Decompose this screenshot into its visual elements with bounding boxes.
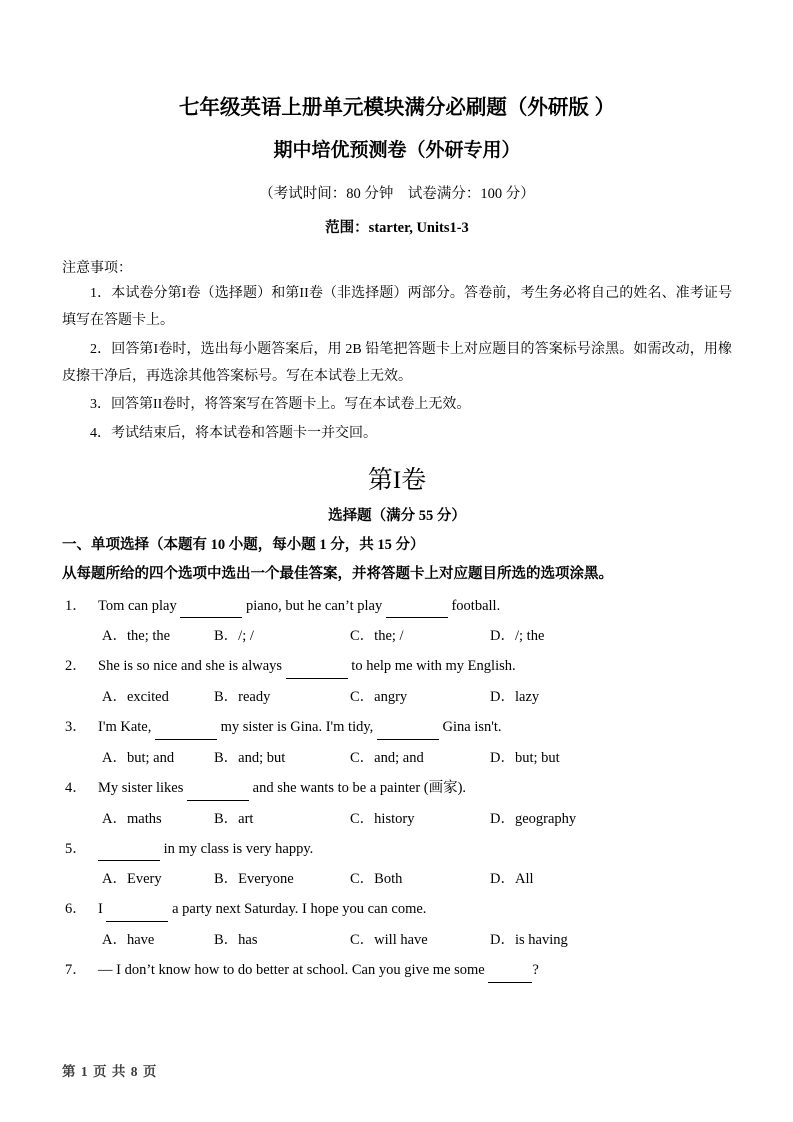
question-number: 2． [65, 658, 87, 675]
option-choice[interactable] [350, 626, 404, 648]
option-text: art [238, 810, 254, 827]
option-choice[interactable] [350, 809, 414, 831]
notice-item: 3．回答第II卷时，将答案写在答题卡上。写在本试卷上无效。 [90, 397, 471, 413]
notice-item: 4．考试结束后，将本试卷和答题卡一并交回。 [90, 426, 377, 442]
option-text: excited [126, 689, 169, 706]
question-text: — I don’t know how to do better at school. Can you give me some [98, 962, 489, 979]
option-choice[interactable] [214, 869, 294, 891]
option-choice[interactable] [214, 626, 254, 648]
notice-title: 注意事项： [62, 260, 132, 276]
question-number: 4． [65, 779, 87, 796]
section-instruction: 从每题所给的四个选项中选出一个最佳答案，并将答题卡上对应题目所选的选项涂黑。 [62, 565, 613, 582]
question-stem [65, 596, 732, 619]
question-number: 3． [65, 719, 87, 736]
answer-blank[interactable] [106, 899, 168, 922]
question-block [62, 656, 732, 707]
option-letter: A． [102, 871, 127, 888]
option-letter: A． [102, 810, 127, 827]
option-text: All [514, 871, 534, 888]
option-choice[interactable] [102, 748, 174, 770]
question-number: 1． [65, 597, 87, 614]
question-text: I [98, 901, 107, 918]
notice-item: 2．回答第I卷时，选出每小题答案后，用 2B 铅笔把答题卡上对应题目的答案标号涂黑。如需改动，用橡皮擦干净后，再选涂其他答案标号。写在本试卷上无效。 [62, 341, 732, 384]
option-choice[interactable] [350, 687, 407, 709]
answer-blank[interactable] [488, 960, 532, 983]
question-block [62, 596, 732, 647]
option-choice[interactable] [490, 930, 568, 952]
notice-item: 1．本试卷分第I卷（选择题）和第II卷（非选择题）两部分。答卷前，考生务必将自己的姓名、准考证号填写在答题卡上。 [62, 285, 732, 328]
option-letter: A． [102, 932, 127, 949]
question-text: and she wants to be a painter (画家). [249, 779, 467, 796]
option-choice[interactable] [350, 930, 428, 952]
option-choice[interactable] [490, 687, 539, 709]
question-text: Gina isn't. [438, 719, 502, 736]
option-text: /; / [238, 628, 254, 645]
question-text: piano, but he can’t play [242, 597, 386, 614]
option-text: have [126, 932, 155, 949]
answer-blank[interactable] [180, 596, 242, 619]
option-text: the; the [126, 628, 171, 645]
question-text: my sister is Gina. I'm tidy, [216, 719, 377, 736]
option-letter: B． [214, 871, 239, 888]
option-text: Every [126, 871, 162, 888]
option-choice[interactable] [214, 687, 270, 709]
question-block [62, 839, 732, 890]
answer-blank[interactable] [286, 656, 348, 679]
option-text: the; / [374, 628, 404, 645]
answer-blank[interactable] [386, 596, 448, 619]
option-choice[interactable] [490, 748, 560, 770]
option-choice[interactable] [102, 930, 154, 952]
option-letter: C． [350, 749, 375, 766]
question-options [102, 687, 732, 707]
answer-blank[interactable] [187, 778, 249, 801]
option-letter: D． [490, 810, 515, 827]
option-letter: D． [490, 749, 515, 766]
option-letter: A． [102, 749, 127, 766]
option-letter: D． [490, 628, 515, 645]
option-choice[interactable] [102, 869, 162, 891]
option-choice[interactable] [102, 809, 162, 831]
option-letter: C． [350, 628, 375, 645]
questions-list [62, 596, 732, 983]
option-text: lazy [514, 689, 540, 706]
page-title: 七年级英语上册单元模块满分必刷题（外研版 ） [178, 96, 616, 119]
question-options [102, 869, 732, 889]
option-choice[interactable] [490, 809, 576, 831]
option-choice[interactable] [490, 869, 534, 891]
option-letter: D． [490, 871, 515, 888]
question-stem [65, 899, 732, 922]
exam-meta-line: （考试时间：80 分钟 试卷满分：100 分） [259, 186, 535, 203]
question-text: She is so nice and she is always [98, 658, 286, 675]
option-letter: C． [350, 871, 375, 888]
option-text: but; and [126, 749, 175, 766]
option-letter: A． [102, 628, 127, 645]
option-text: maths [126, 810, 162, 827]
question-stem [65, 656, 732, 679]
question-number: 7． [65, 962, 87, 979]
answer-blank[interactable] [377, 717, 439, 740]
option-choice[interactable] [350, 748, 424, 770]
section-heading: 一、单项选择（本题有 10 小题，每小题 1 分，共 15 分） [62, 537, 425, 554]
option-choice[interactable] [102, 626, 170, 648]
question-block [62, 717, 732, 768]
question-stem [65, 778, 732, 801]
option-text: /; the [514, 628, 545, 645]
question-text: in my class is very happy. [160, 840, 314, 857]
question-number: 6． [65, 901, 87, 918]
question-text: to help me with my English. [347, 658, 516, 675]
option-letter: B． [214, 628, 239, 645]
question-number: 5． [65, 840, 87, 857]
option-letter: D． [490, 689, 515, 706]
option-letter: B． [214, 932, 239, 949]
part-score-heading: 选择题（满分 55 分） [328, 507, 466, 524]
page-footer: 第 1 页 共 8 页 [62, 1064, 158, 1079]
option-choice[interactable] [214, 809, 253, 831]
option-text: and; but [238, 749, 286, 766]
option-text: but; but [514, 749, 560, 766]
option-choice[interactable] [490, 626, 544, 648]
option-letter: A． [102, 689, 127, 706]
question-block [62, 960, 732, 983]
question-options [102, 809, 732, 829]
question-text: football. [447, 597, 501, 614]
question-text: I'm Kate, [98, 719, 155, 736]
option-text: will have [374, 932, 428, 949]
option-choice[interactable] [214, 930, 258, 952]
option-text: ready [238, 689, 271, 706]
document-body [62, 0, 732, 983]
option-text: geography [514, 810, 577, 827]
option-letter: C． [350, 689, 375, 706]
question-stem [65, 717, 732, 740]
question-text: a party next Saturday. I hope you can come. [168, 901, 427, 918]
answer-blank[interactable] [98, 839, 160, 862]
option-letter: C． [350, 810, 375, 827]
option-letter: B． [214, 749, 239, 766]
question-text: Tom can play [98, 597, 181, 614]
option-letter: C． [350, 932, 375, 949]
option-choice[interactable] [102, 687, 169, 709]
option-text: angry [374, 689, 408, 706]
question-block [62, 778, 732, 829]
exam-scope-line: 范围：starter, Units1-3 [325, 219, 469, 236]
volume-heading: 第I卷 [367, 467, 427, 495]
question-options [102, 748, 732, 768]
option-choice[interactable] [350, 869, 402, 891]
option-text: Everyone [238, 871, 294, 888]
question-block [62, 899, 732, 950]
option-text: is having [514, 932, 568, 949]
question-options [102, 626, 732, 646]
question-text: ? [532, 962, 539, 979]
option-letter: B． [214, 689, 239, 706]
option-text: history [374, 810, 415, 827]
page-subtitle: 期中培优预测卷（外研专用） [273, 139, 521, 161]
question-options [102, 930, 732, 950]
question-text: My sister likes [98, 779, 188, 796]
option-choice[interactable] [214, 748, 285, 770]
answer-blank[interactable] [155, 717, 217, 740]
option-text: Both [374, 871, 403, 888]
option-letter: D． [490, 932, 515, 949]
option-text: has [238, 932, 258, 949]
option-text: and; and [374, 749, 424, 766]
option-letter: B． [214, 810, 239, 827]
question-stem [65, 960, 732, 983]
question-stem [65, 839, 732, 862]
